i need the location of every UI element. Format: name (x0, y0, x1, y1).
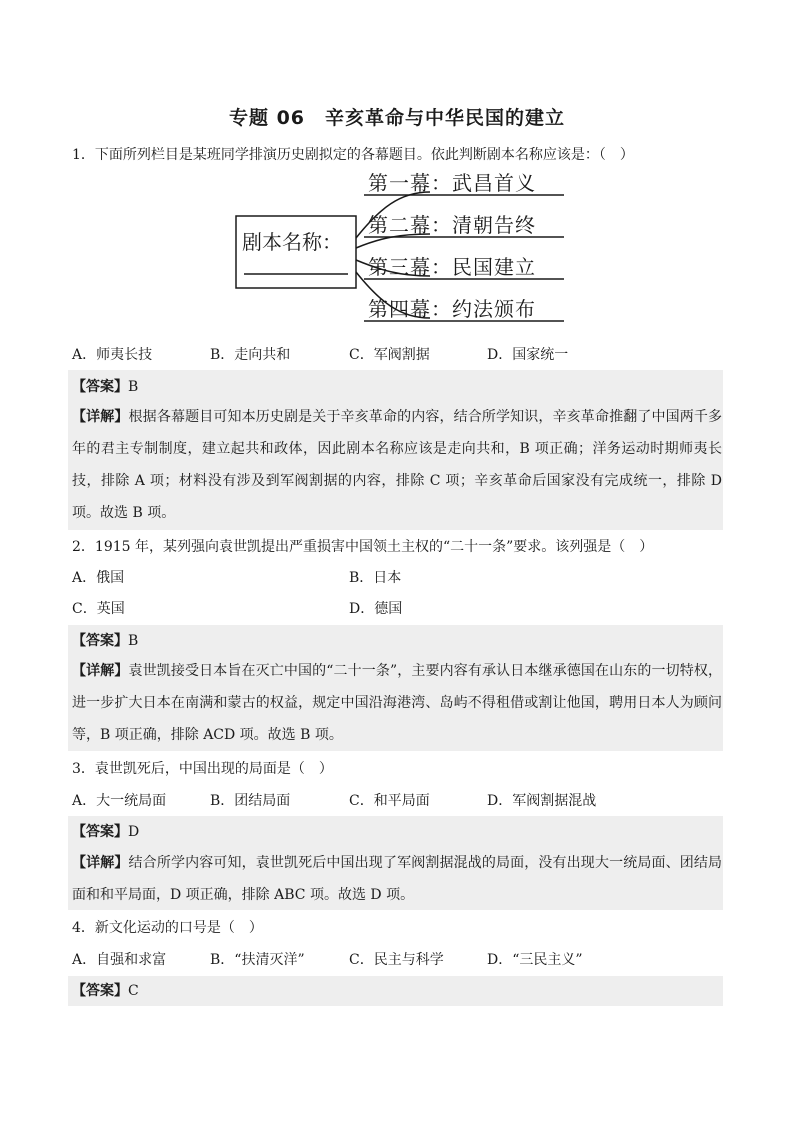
q3-option-b: B．团结局面 (210, 793, 291, 809)
q1-answer (72, 378, 138, 396)
act-2: 第二幕：清朝告终 (368, 213, 536, 237)
question-3-stem: 3．袁世凯死后，中国出现的局面是（ ） (72, 761, 333, 777)
q4-option-c: C．民主与科学 (349, 952, 444, 968)
act-3: 第三幕：民国建立 (368, 255, 536, 279)
detail-label: 【详解】 (72, 663, 129, 679)
answer-label: 【答案】 (72, 983, 128, 999)
detail-label: 【详解】 (72, 409, 129, 425)
q3-option-d: D．军阀割据混战 (487, 793, 597, 809)
answer-value: B (128, 379, 139, 395)
q1-option-a: A．师夷长技 (72, 347, 153, 363)
q3-option-c: C．和平局面 (349, 793, 430, 809)
q3-answer (72, 823, 139, 841)
q4-answer (72, 982, 139, 1000)
q1-detail (72, 401, 722, 529)
answer-value: D (128, 824, 140, 840)
q1-option-c: C．军阀割据 (349, 347, 430, 363)
detail-text: 袁世凯接受日本旨在灭亡中国的“二十一条”，主要内容有承认日本继承德国在山东的一切特权，进一步扩大日本在南满和蒙古的权益，规定中国沿海港湾、岛屿不得租借或割让他国，聘用日本人为顾问等，B 项正确，排除 ACD 项。故选 B 项。 (72, 663, 723, 743)
q2-option-b: B．日本 (349, 570, 402, 586)
detail-text: 根据各幕题目可知本历史剧是关于辛亥革命的内容，结合所学知识，辛亥革命推翻了中国两千多年的君主专制制度，建立起共和政体，因此剧本名称应该是走向共和，B 项正确；洋务运动时期师夷长技，排除 A 项；材料没有涉及到军阀割据的内容，排除 C 项；辛亥革命后国家没有完成统一，排除 D 项。故选 B 项。 (72, 409, 723, 521)
answer-value: B (128, 633, 139, 649)
detail-label: 【详解】 (72, 855, 129, 871)
q4-option-d: D．“三民主义” (487, 952, 583, 968)
question-4-stem: 4．新文化运动的口号是（ ） (72, 920, 263, 936)
question-1-stem: 1．下面所列栏目是某班同学排演历史剧拟定的各幕题目。依此判断剧本名称应该是：（ ） (72, 147, 634, 163)
q2-option-c: C．英国 (72, 601, 125, 617)
q2-detail (72, 655, 722, 751)
q4-answer-block (68, 976, 723, 1006)
drama-name-label: 剧本名称： (242, 230, 342, 254)
page-title: 专题 06 辛亥革命与中华民国的建立 (228, 107, 566, 129)
detail-text: 结合所学内容可知，袁世凯死后中国出现了军阀割据混战的局面，没有出现大一统局面、团结局面和和平局面，D 项正确，排除 ABC 项。故选 D 项。 (72, 855, 723, 903)
q1-option-d: D．国家统一 (487, 347, 569, 363)
q4-option-b: B．“扶清灭洋” (210, 952, 305, 968)
answer-label: 【答案】 (72, 824, 128, 840)
q4-option-a: A．自强和求富 (72, 952, 167, 968)
q2-answer (72, 632, 138, 650)
q3-option-a: A．大一统局面 (72, 793, 167, 809)
q1-option-b: B．走向共和 (210, 347, 291, 363)
q3-detail (72, 847, 722, 911)
question-2-stem: 2．1915 年，某列强向袁世凯提出严重损害中国领土主权的“二十一条”要求。该列强是（ ） (72, 539, 654, 555)
answer-label: 【答案】 (72, 379, 128, 395)
question-1-diagram (230, 168, 570, 328)
act-4: 第四幕：约法颁布 (368, 297, 536, 321)
q2-option-a: A．俄国 (72, 570, 125, 586)
answer-value: C (128, 983, 139, 999)
act-1: 第一幕：武昌首义 (368, 171, 536, 195)
q2-option-d: D．德国 (349, 601, 403, 617)
answer-label: 【答案】 (72, 633, 128, 649)
